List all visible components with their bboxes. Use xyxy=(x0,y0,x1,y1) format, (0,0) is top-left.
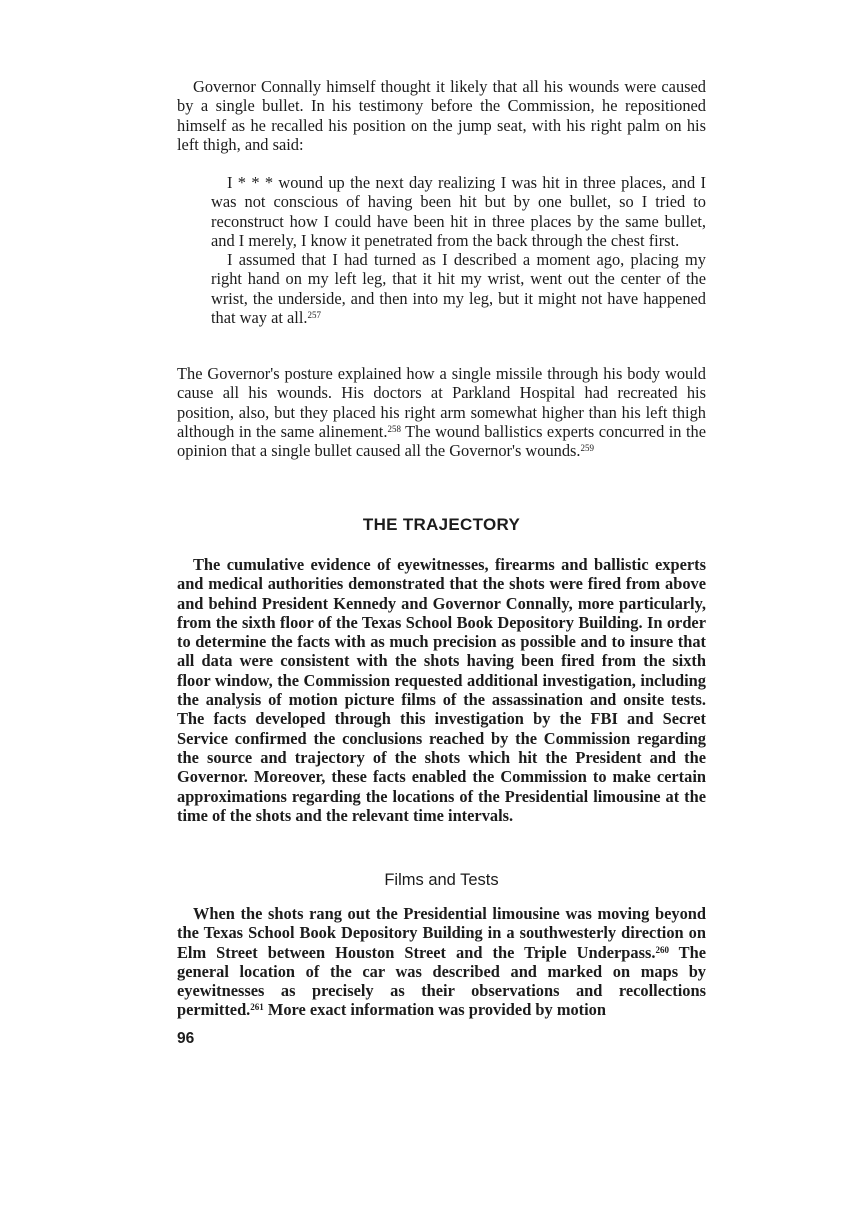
trajectory-section xyxy=(177,555,706,825)
footnote-ref-258: 258 xyxy=(387,423,401,434)
quote-paragraph-2 xyxy=(211,250,706,327)
footnote-ref-259: 259 xyxy=(580,443,595,454)
footnote-ref-261: 261 xyxy=(250,1002,264,1013)
block-quote xyxy=(211,173,706,327)
quote-paragraph-2-text: I assumed that I had turned as I described a moment ago, placing my right hand on my left leg, that it hit my wrist, went out the center of the wrist, the underside, and then into my leg, but it might not have happened that way at all. xyxy=(211,250,706,328)
films-and-tests-heading: Films and Tests xyxy=(384,871,499,889)
posture-text-1: The Governor's posture explained how a single missile through his body would cause all his wounds. His doctors at Parkland Hospital had recreated his position, also, but they placed his right arm somewhat higher than his left thigh although in the same alinement. xyxy=(177,364,706,441)
films-text-2: The general location of the car was described and marked on maps by eyewitnesses as precisely as their observations and recollections permitted. xyxy=(177,942,707,1020)
films-text-3: More exact information was provided by motion xyxy=(263,1000,606,1020)
films-paragraph xyxy=(177,904,706,1020)
footnote-ref-260: 260 xyxy=(655,944,669,955)
intro-paragraph: Governor Connally himself thought it likely that all his wounds were caused by a single bullet. In his testimony before the Commission, he repositioned himself as he recalled his position on the jump seat, with his right palm on his left thigh, and said: xyxy=(177,77,706,154)
page-number: 96 xyxy=(177,1030,195,1047)
films-text-1: When the shots rang out the Presidential limousine was moving beyond the Texas School Book Depository Building in a southwesterly direction on Elm Street between Houston Street and the Triple Underpass. xyxy=(177,904,706,962)
trajectory-paragraph: The cumulative evidence of eyewitnesses, firearms and ballistic experts and medical authorities demonstrated that the shots were fired from above and behind President Kennedy and Governor Connally, more particularly, from the sixth floor of the Texas School Book Depository Building. In order to determine the facts with as much precision as possible and to insure that all data were consistent with the shots having been fired from the sixth floor window, the Commission requested additional investigation, including the analysis of motion picture films of the assassination and onsite tests. The facts developed through this investigation by the FBI and Secret Service confirmed the conclusions reached by the Commission regarding the source and trajectory of the shots which hit the President and the Governor. Moreover, these facts enabled the Commission to make certain approximations regarding the locations of the Presidential limousine at the time of the shots and the relevant time intervals. xyxy=(177,555,706,825)
posture-text-2: The wound ballistics experts concurred in the opinion that a single bullet caused all the Governor's wounds. xyxy=(177,421,706,461)
films-section xyxy=(177,904,706,1020)
quote-paragraph-1: I * * * wound up the next day realizing I was hit in three places, and I was not conscious of having been hit but by one bullet, so I tried to reconstruct how I could have been hit in three places by the same bullet, and I merely, I know it penetrated from the back through the chest first. xyxy=(211,173,706,250)
intro-section xyxy=(177,77,706,154)
posture-paragraph xyxy=(177,364,706,460)
posture-section xyxy=(177,364,706,460)
trajectory-heading: THE TRAJECTORY xyxy=(362,515,521,534)
footnote-ref-257: 257 xyxy=(307,310,321,321)
